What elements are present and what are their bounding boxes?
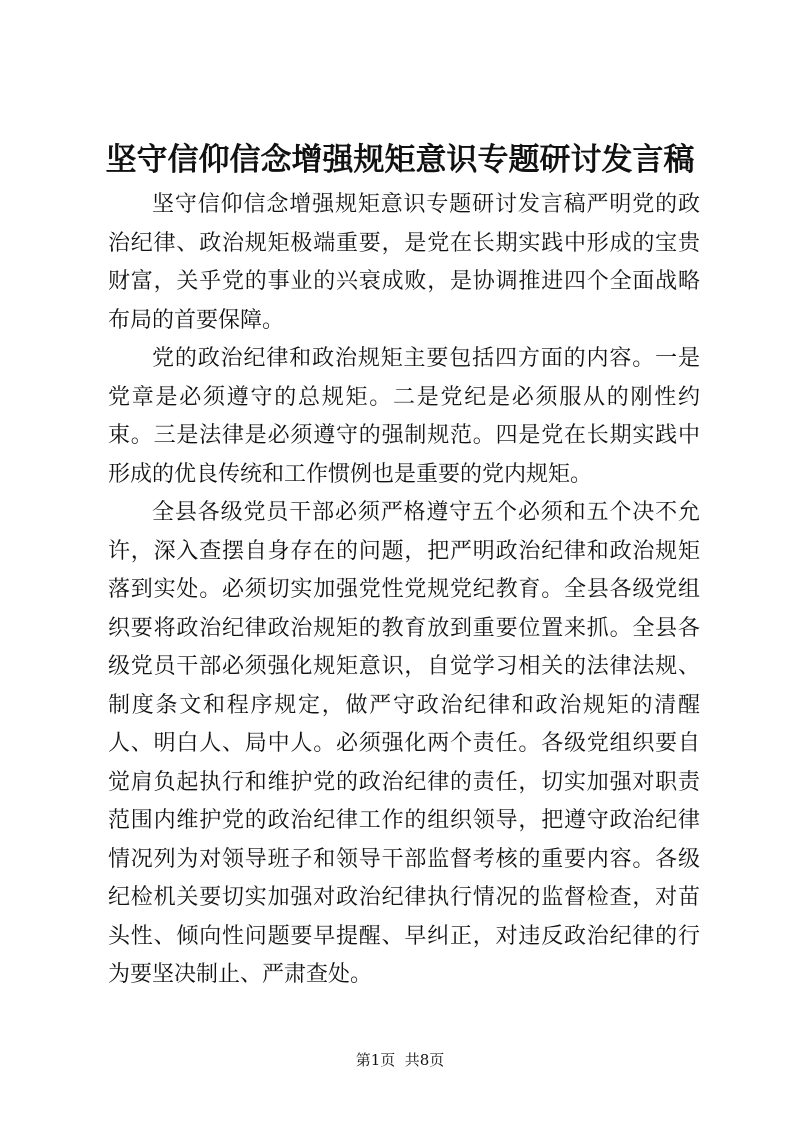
paragraph-2: 党的政治纪律和政治规矩主要包括四方面的内容。一是党章是必须遵守的总规矩。二是党纪是必须服从的刚性约束。三是法律是必须遵守的强制规范。四是党在长期实践中形成的优良传统和工作惯例也是重要的党内规矩。 — [108, 346, 700, 487]
document-body — [108, 186, 700, 995]
paragraph-1: 坚守信仰信念增强规矩意识专题研讨发言稿严明党的政治纪律、政治规矩极端重要，是党在长期实践中形成的宝贵财富，关乎党的事业的兴衰成败，是协调推进四个全面战略布局的首要保障。 — [108, 192, 700, 333]
paragraph-3: 全县各级党员干部必须严格遵守五个必须和五个决不允许，深入查摆自身存在的问题，把严明政治纪律和政治规矩落到实处。必须切实加强党性党规党纪教育。全县各级党组织要将政治纪律政治规矩的教育放到重要位置来抓。全县各级党员干部必须强化规矩意识，自觉学习相关的法律法规、制度条文和程序规定，做严守政治纪律和政治规矩的清醒人、明白人、局中人。必须强化两个责任。各级党组织要自觉肩负起执行和维护党的政治纪律的责任，切实加强对职责范围内维护党的政治纪律工作的组织领导，把遵守政治纪律情况列为对领导班子和领导干部监督考核的重要内容。各级纪检机关要切实加强对政治纪律执行情况的监督检查，对苗头性、倾向性问题要早提醒、早纠正，对违反政治纪律的行为要坚决制止、严肃查处。 — [108, 500, 700, 987]
page-footer: 第1页 共8页 — [355, 1051, 445, 1069]
document-title: 坚守信仰信念增强规矩意识专题研讨发言稿 — [105, 142, 695, 178]
